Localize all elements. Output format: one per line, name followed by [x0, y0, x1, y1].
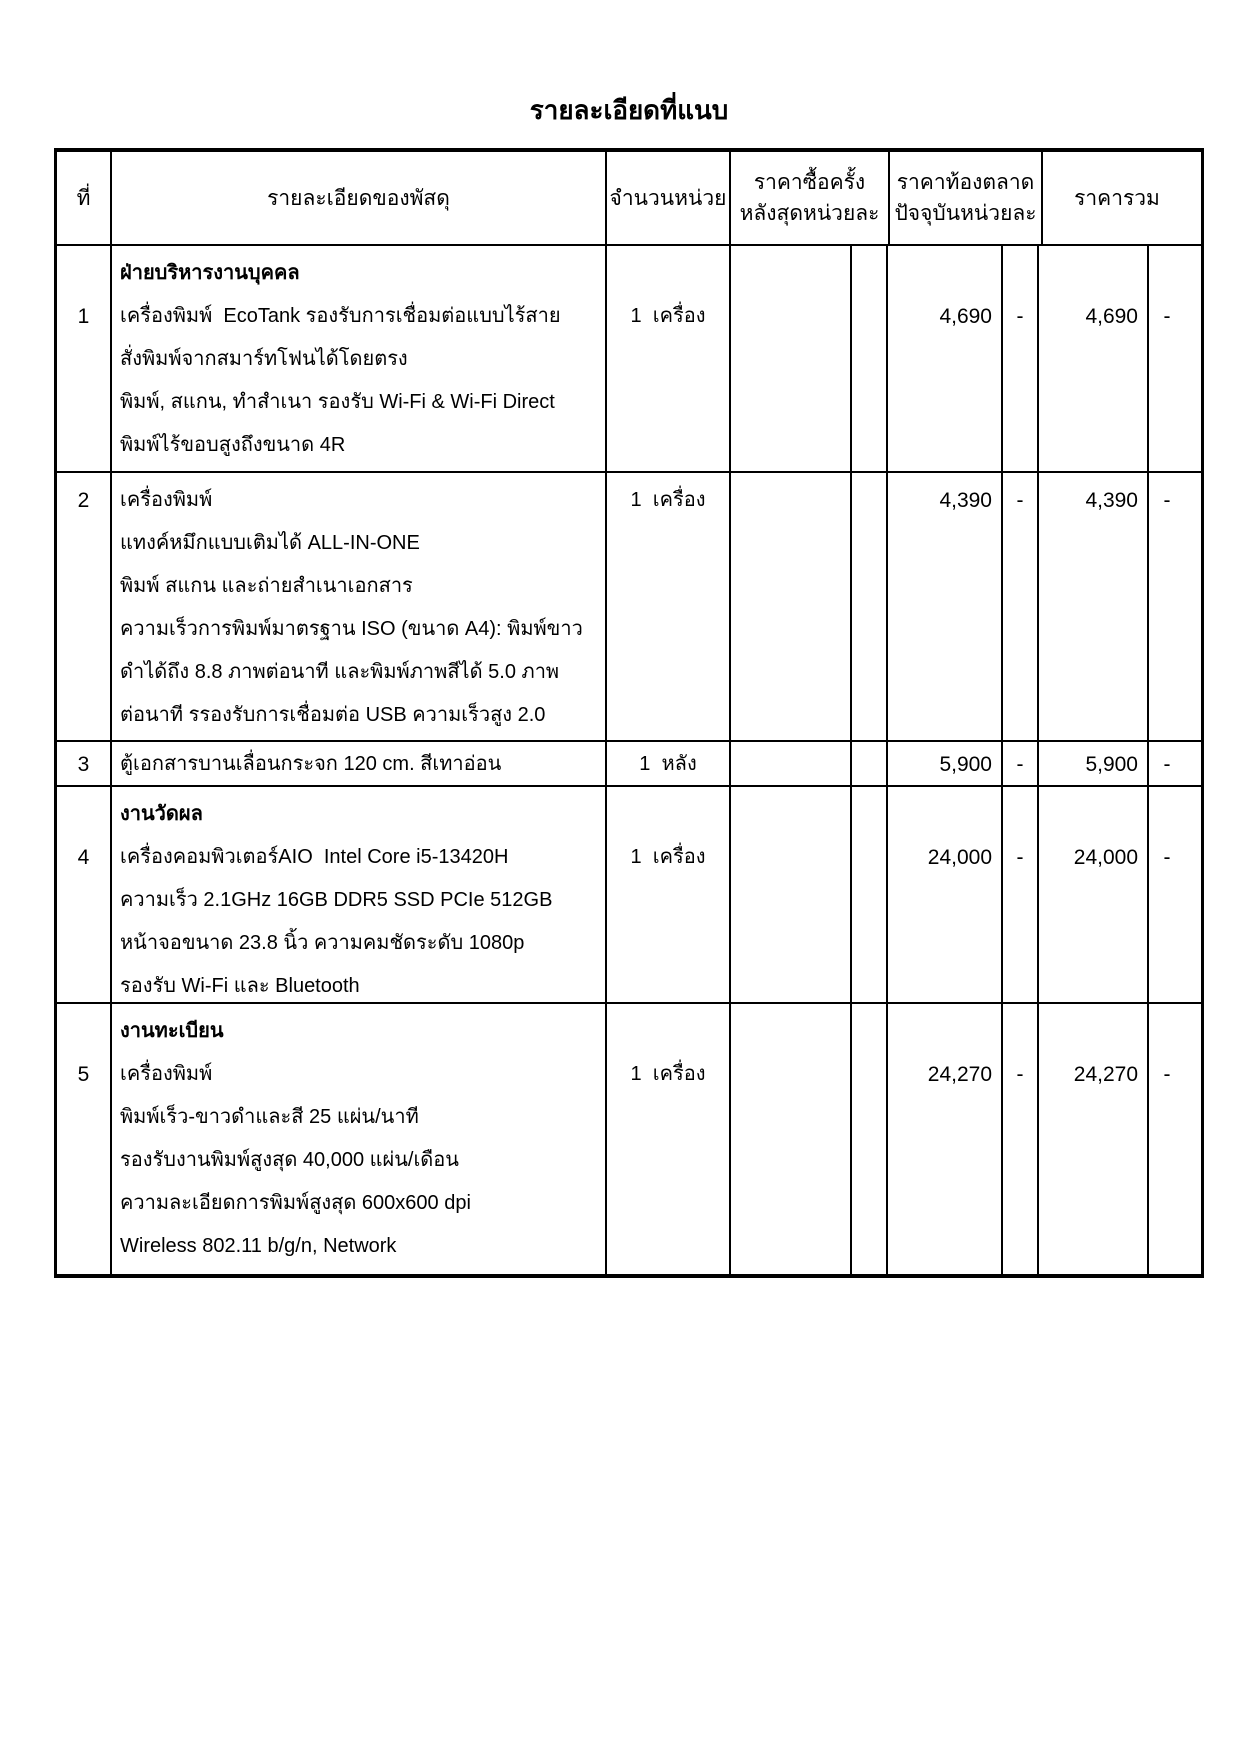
page-title: รายละเอียดที่แนบ [529, 95, 729, 125]
last-price-satang-cell [852, 787, 888, 1002]
description-line: พิมพ์เร็ว-ขาวดำและสี 25 แผ่น/นาที [120, 1106, 419, 1128]
table-row [57, 473, 1201, 742]
header-quantity-label: จำนวนหน่วย [609, 186, 727, 210]
quantity-cell: 1 เครื่อง [607, 473, 731, 740]
row-number-cell: 5 [57, 1004, 112, 1274]
section-label: งานทะเบียน [120, 1020, 224, 1042]
description-line: เครื่องพิมพ์ EcoTank รองรับการเชื่อมต่อแบบไร้สาย [120, 305, 561, 327]
market-price-cell: 4,390 [888, 473, 1003, 740]
header-last-price-line2: หลังสุดหน่วยละ [739, 202, 880, 225]
description-cell [112, 742, 607, 785]
description-line: รองรับงานพิมพ์สูงสุด 40,000 แผ่น/เดือน [120, 1149, 459, 1171]
total-price-cell: 4,390 [1039, 473, 1149, 740]
section-label: ฝ่ายบริหารงานบุคคล [120, 262, 300, 284]
description-line: พิมพ์ไร้ขอบสูงถึงขนาด 4R [120, 434, 346, 456]
total-price-satang-cell: - [1163, 305, 1171, 328]
total-price-satang-cell: - [1163, 753, 1171, 776]
total-price-satang-cell: - [1163, 846, 1171, 869]
header-last-price [731, 152, 890, 244]
last-price-cell [731, 1004, 852, 1274]
description-line: พิมพ์ สแกน และถ่ายสำเนาเอกสาร [120, 575, 413, 597]
total-price-satang-cell: - [1163, 489, 1171, 512]
quantity-cell: 1 เครื่อง [607, 787, 731, 1002]
description-cell [112, 473, 607, 740]
table-header-row [57, 152, 1201, 246]
table-body [57, 246, 1201, 1274]
last-price-cell [731, 473, 852, 740]
row-number-cell: 1 [57, 246, 112, 471]
row-number-cell: 3 [57, 742, 112, 785]
description-line: รองรับ Wi-Fi และ Bluetooth [120, 975, 360, 997]
description-cell [112, 1004, 607, 1274]
description-line: หน้าจอขนาด 23.8 นิ้ว ความคมชัดระดับ 1080p [120, 932, 525, 954]
total-price-satang-cell: - [1163, 1063, 1171, 1086]
quantity-cell: 1 เครื่อง [607, 1004, 731, 1274]
total-price-cell: 5,900 [1039, 742, 1149, 785]
description-line: Wireless 802.11 b/g/n, Network [120, 1235, 397, 1257]
description-line: พิมพ์, สแกน, ทำสำเนา รองรับ Wi-Fi & Wi-Fi Direct [120, 391, 555, 413]
last-price-satang-cell [852, 473, 888, 740]
last-price-cell [731, 787, 852, 1002]
description-line: สั่งพิมพ์จากสมาร์ทโฟนได้โดยตรง [120, 348, 408, 370]
items-table [54, 148, 1204, 1278]
section-label: งานวัดผล [120, 803, 203, 825]
description-line: เครื่องพิมพ์ [120, 1063, 213, 1085]
market-price-satang-cell: - [1003, 1004, 1039, 1274]
description-line: ความเร็วการพิมพ์มาตรฐาน ISO (ขนาด A4): พิมพ์ขาว [120, 618, 583, 640]
market-price-satang-cell: - [1003, 473, 1039, 740]
header-description-label: รายละเอียดของพัสดุ [267, 186, 450, 210]
description-line: ต่อนาที รรองรับการเชื่อมต่อ USB ความเร็วสูง 2.0 [120, 704, 546, 726]
description-line: ตู้เอกสารบานเลื่อนกระจก 120 cm. สีเทาอ่อน [120, 753, 502, 775]
total-price-cell: 24,270 [1039, 1004, 1149, 1274]
description-line: ความเร็ว 2.1GHz 16GB DDR5 SSD PCIe 512GB [120, 889, 553, 911]
description-line: เครื่องพิมพ์ [120, 489, 213, 511]
last-price-satang-cell [852, 1004, 888, 1274]
row-number-cell: 4 [57, 787, 112, 1002]
header-no-label: ที่ [76, 186, 91, 210]
table-row [57, 1004, 1201, 1274]
header-total-price-label: ราคารวม [1074, 186, 1160, 210]
row-number-cell: 2 [57, 473, 112, 740]
header-market-price-line2: ปัจจุบันหน่วยละ [894, 202, 1037, 225]
total-price-cell: 4,690 [1039, 246, 1149, 471]
last-price-satang-cell [852, 742, 888, 785]
table-row [57, 246, 1201, 473]
description-line: ความละเอียดการพิมพ์สูงสุด 600x600 dpi [120, 1192, 471, 1214]
description-line: ดำได้ถึง 8.8 ภาพต่อนาที และพิมพ์ภาพสีได้ 5.0 ภาพ [120, 661, 560, 683]
market-price-satang-cell: - [1003, 742, 1039, 785]
description-line: แทงค์หมึกแบบเติมได้ ALL-IN-ONE [120, 532, 420, 554]
header-description [112, 152, 607, 244]
header-market-price-line1: ราคาท้องตลาด [896, 171, 1035, 194]
market-price-satang-cell: - [1003, 787, 1039, 1002]
last-price-cell [731, 742, 852, 785]
market-price-satang-cell: - [1003, 246, 1039, 471]
quantity-cell: 1 หลัง [607, 742, 731, 785]
description-cell [112, 246, 607, 471]
description-cell [112, 787, 607, 1002]
table-row [57, 742, 1201, 787]
header-no [57, 152, 112, 244]
header-quantity [607, 152, 731, 244]
description-line: เครื่องคอมพิวเตอร์AIO Intel Core i5-13420H [120, 846, 509, 868]
market-price-cell: 24,270 [888, 1004, 1003, 1274]
market-price-cell: 4,690 [888, 246, 1003, 471]
header-market-price [890, 152, 1043, 244]
header-last-price-line1: ราคาซื้อครั้ง [753, 171, 866, 194]
market-price-cell: 24,000 [888, 787, 1003, 1002]
total-price-cell: 24,000 [1039, 787, 1149, 1002]
last-price-satang-cell [852, 246, 888, 471]
header-total-price [1043, 152, 1191, 244]
table-row [57, 787, 1201, 1004]
quantity-cell: 1 เครื่อง [607, 246, 731, 471]
market-price-cell: 5,900 [888, 742, 1003, 785]
last-price-cell [731, 246, 852, 471]
